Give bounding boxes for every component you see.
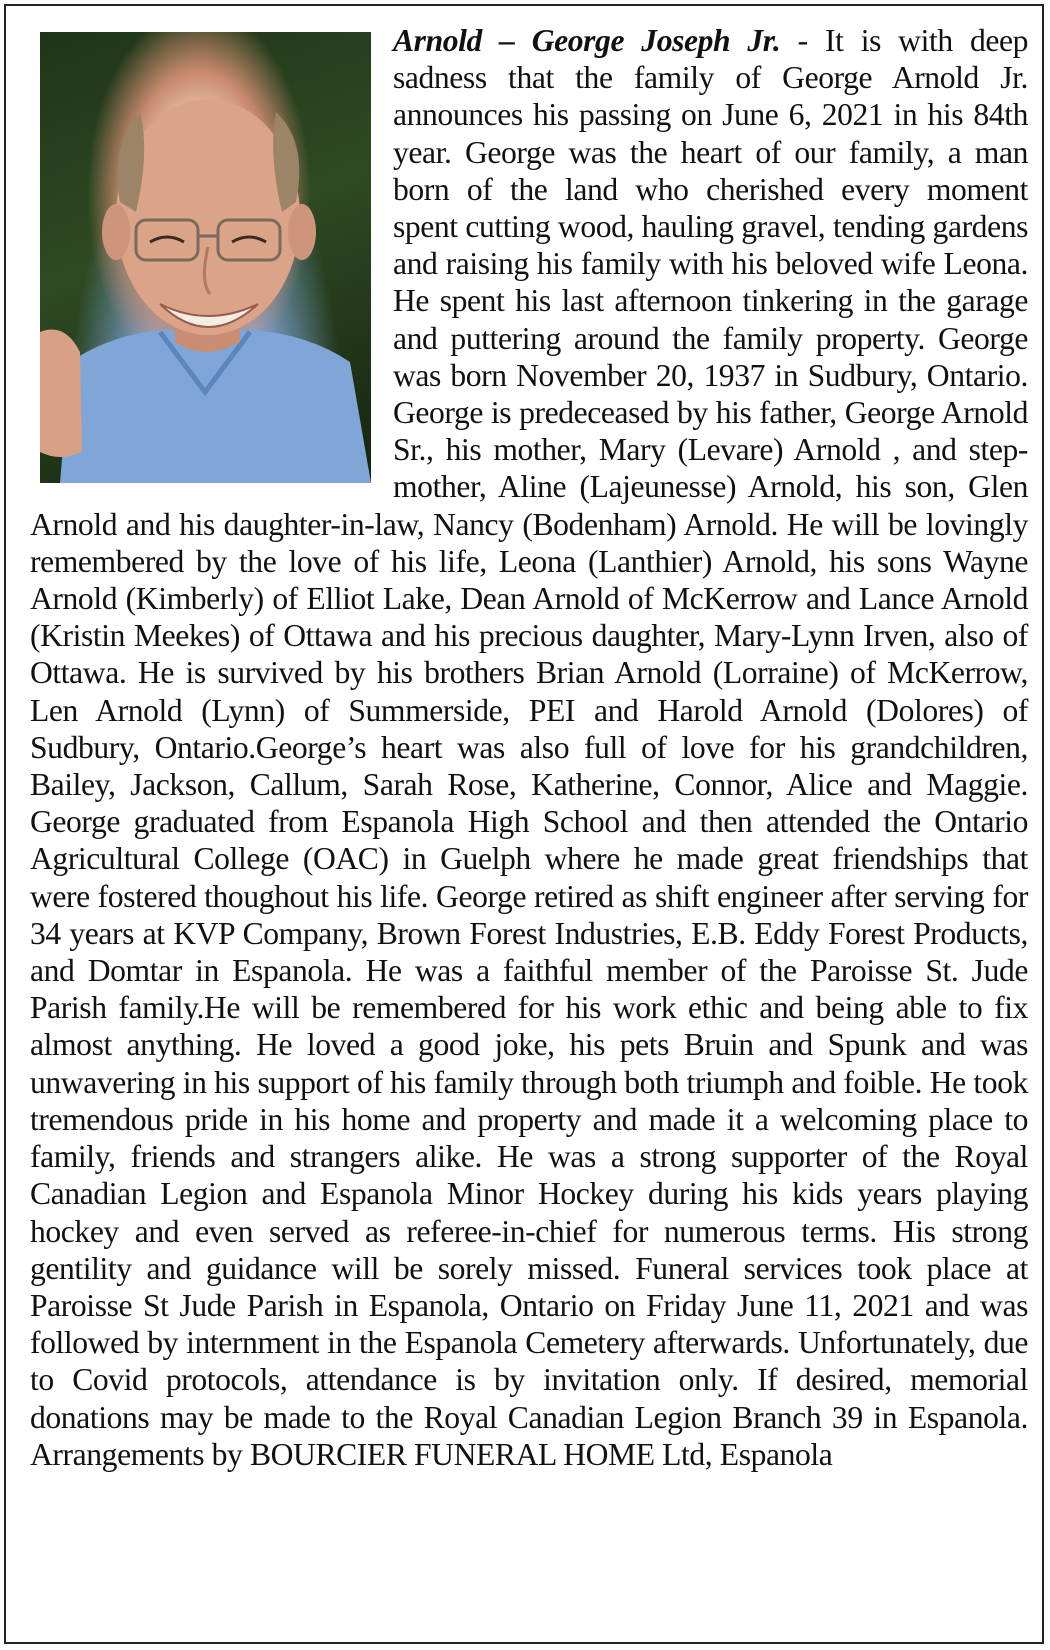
portrait-illustration — [40, 32, 371, 483]
obituary-content — [30, 22, 1028, 1473]
obituary-body: It is with deep sadness that the family of George Arnold Jr. announces his passing on June 6, 2021 in his 84th year. George was the heart of our family, a man born of the land who cherished every moment spent cutting wood, hauling gravel, tending gardens and raising his family with his beloved wife Leona. He spent his last afternoon tinkering in the garage and puttering around the family property. George was born November 20, 1937 in Sudbury, Ontario. George is predeceased by his father, George Arnold Sr., his mother, Mary (Levare) Arnold , and step-mother, Aline (Lajeunesse) Arnold, his son, Glen Arnold and his daughter-in-law, Nancy (Bodenham) Arnold. He will be lovingly remembered by the love of his life, Leona (Lanthier) Arnold, his sons Wayne Arnold (Kimberly) of Elliot Lake, Dean Arnold of McKerrow and Lance Arnold (Kristin Meekes) of Ottawa and his precious daughter, Mary-Lynn Irven, also of Ottawa. He is survived by his brothers Brian Arnold (Lorraine) of McKerrow, Len Arnold (Lynn) of Summerside, PEI and Harold Arnold (Dolores) of Sudbury, Ontario.George’s heart was also full of love for his grandchildren, Bailey, Jackson, Callum, Sarah Rose, Katherine, Connor, Alice and Maggie. George graduated from Espanola High School and then attended the Ontario Agricultural College (OAC) in Guelph where he made great friendships that were fostered thoughout his life. George retired as shift engineer after serving for 34 years at KVP Company, Brown Forest Industries, E.B. Eddy Forest Products, and Domtar in Espanola. He was a faithful member of the Paroisse St. Jude Parish family.He will be remembered for his work ethic and being able to fix almost anything. He loved a good joke, his pets Bruin and Spunk and was unwavering in his support of his family through both triumph and foible. He took tremendous pride in his home and property and made it a welcoming place to family, friends and strangers alike. He was a strong supporter of the Royal Canadian Legion and Espanola Minor Hockey during his kids years playing hockey and even served as referee-in-chief for numerous terms. His strong gentility and guidance will be sorely missed. Funeral services took place at Paroisse St Jude Parish in Espanola, Ontario on Friday June 11, 2021 and was followed by internment in the Espanola Cemetery afterwards. Unfortunately, due to Covid protocols, attendance is by invitation only. If desired, memorial donations may be made to the Royal Canadian Legion Branch 39 in Espanola. Arrangements by BOURCIER FUNERAL HOME Ltd, Espanola — [30, 23, 1028, 1472]
heading-separator: - — [780, 23, 825, 58]
obituary-frame — [4, 4, 1044, 1644]
portrait-photo — [40, 32, 371, 483]
obituary-heading: Arnold – George Joseph Jr. — [393, 23, 781, 58]
